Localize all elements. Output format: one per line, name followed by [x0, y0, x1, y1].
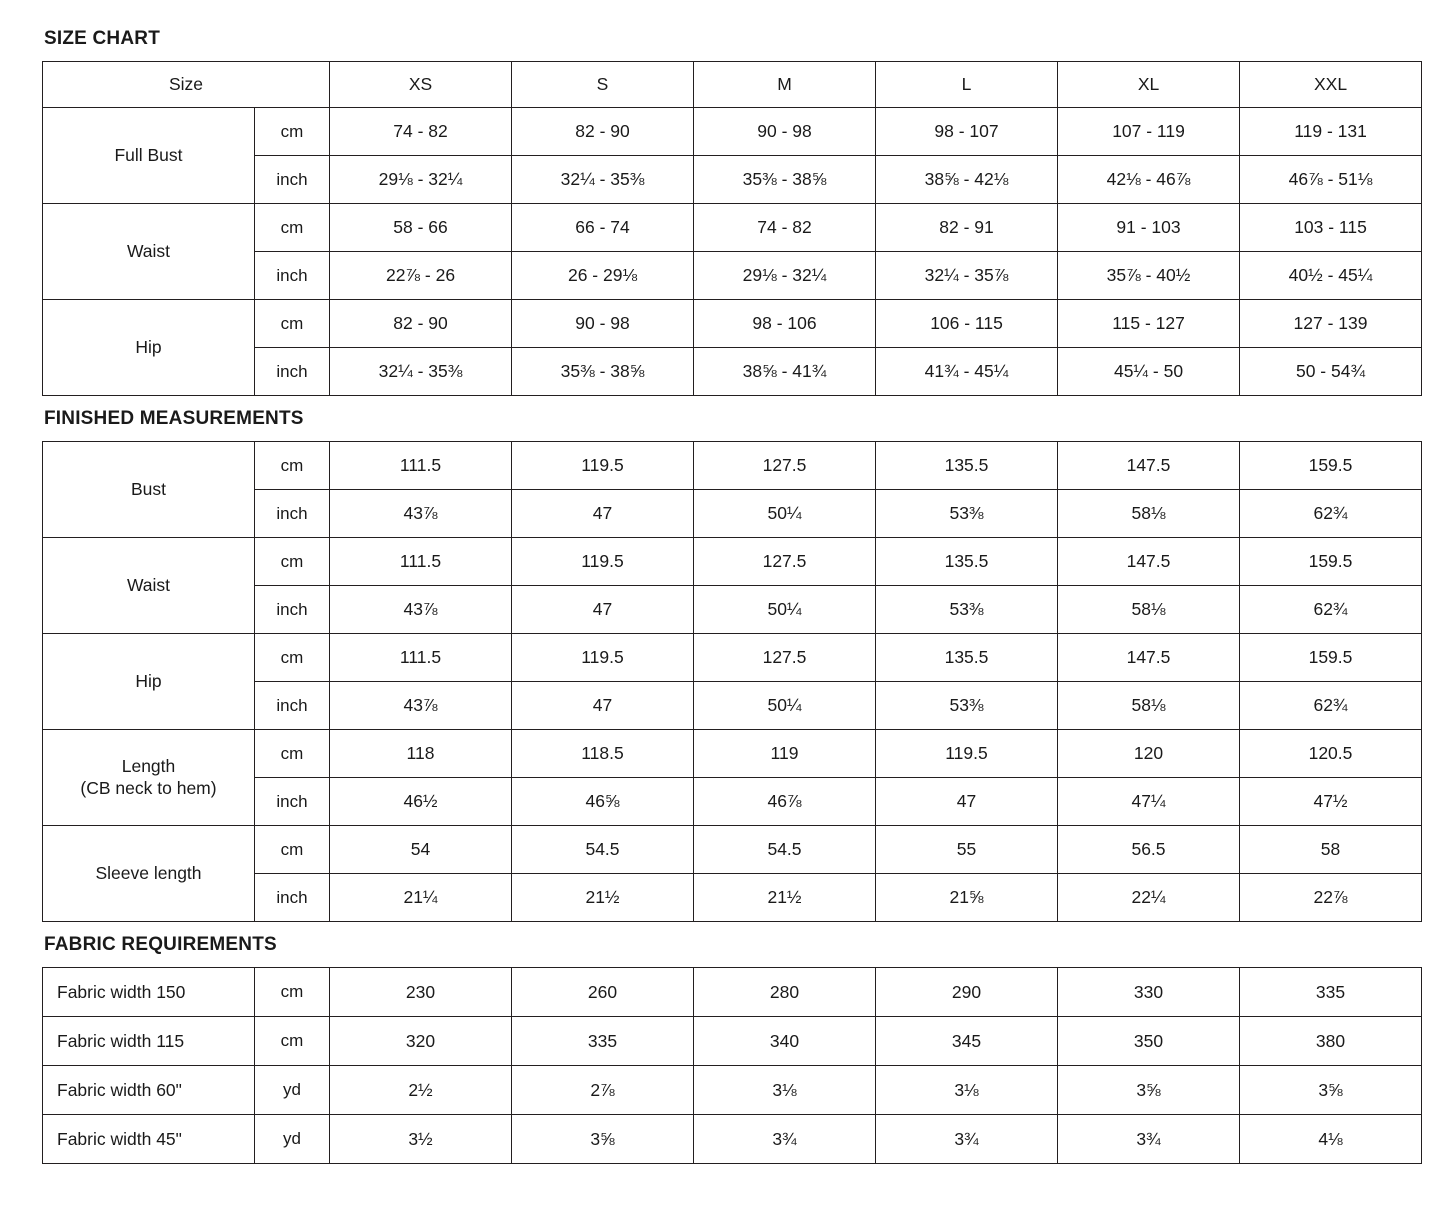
cell-value: 340 [694, 1017, 876, 1066]
cell-value: 21½ [694, 874, 876, 922]
table-row [43, 538, 1422, 586]
cell-value: 32¼ - 35⅜ [512, 156, 694, 204]
cell-value: 29⅛ - 32¼ [330, 156, 512, 204]
cell-value: 119 - 131 [1240, 108, 1422, 156]
cell-value: 345 [876, 1017, 1058, 1066]
cell-value: 35⅜ - 38⅝ [694, 156, 876, 204]
cell-value: 330 [1058, 968, 1240, 1017]
row-label-fabric-width-60: Fabric width 60" [43, 1066, 255, 1115]
cell-value: 35⅜ - 38⅝ [512, 348, 694, 396]
cell-value: 82 - 90 [512, 108, 694, 156]
table-row [43, 968, 1422, 1017]
row-unit: cm [255, 300, 330, 348]
cell-value: 26 - 29⅛ [512, 252, 694, 300]
row-unit: cm [255, 634, 330, 682]
cell-value: 2½ [330, 1066, 512, 1115]
cell-value: 3⅝ [1058, 1066, 1240, 1115]
cell-value: 2⅞ [512, 1066, 694, 1115]
cell-value: 58⅛ [1058, 682, 1240, 730]
cell-value: 119.5 [512, 442, 694, 490]
cell-value: 90 - 98 [512, 300, 694, 348]
cell-value: 230 [330, 968, 512, 1017]
cell-value: 47 [512, 682, 694, 730]
row-label-hip: Hip [43, 634, 255, 730]
cell-value: 22⅞ [1240, 874, 1422, 922]
cell-value: 47 [512, 586, 694, 634]
cell-value: 290 [876, 968, 1058, 1017]
row-unit: cm [255, 108, 330, 156]
row-label-sleeve-length: Sleeve length [43, 826, 255, 922]
size-chart-table [42, 61, 1422, 396]
table-row [43, 1066, 1422, 1115]
cell-value: 54.5 [694, 826, 876, 874]
column-header-xs: XS [330, 62, 512, 108]
cell-value: 98 - 106 [694, 300, 876, 348]
row-unit: inch [255, 682, 330, 730]
cell-value: 74 - 82 [694, 204, 876, 252]
row-unit: cm [255, 442, 330, 490]
table-header-row [43, 62, 1422, 108]
table-row [43, 204, 1422, 252]
cell-value: 115 - 127 [1058, 300, 1240, 348]
cell-value: 21¼ [330, 874, 512, 922]
row-unit: yd [255, 1066, 330, 1115]
cell-value: 53⅜ [876, 490, 1058, 538]
cell-value: 111.5 [330, 538, 512, 586]
cell-value: 335 [512, 1017, 694, 1066]
cell-value: 50¼ [694, 682, 876, 730]
row-label-full-bust: Full Bust [43, 108, 255, 204]
column-header-size: Size [43, 62, 330, 108]
row-label-hip: Hip [43, 300, 255, 396]
cell-value: 58 [1240, 826, 1422, 874]
row-unit: inch [255, 252, 330, 300]
cell-value: 320 [330, 1017, 512, 1066]
cell-value: 62¾ [1240, 490, 1422, 538]
cell-value: 40½ - 45¼ [1240, 252, 1422, 300]
cell-value: 107 - 119 [1058, 108, 1240, 156]
cell-value: 22¼ [1058, 874, 1240, 922]
cell-value: 47 [512, 490, 694, 538]
cell-value: 3⅛ [694, 1066, 876, 1115]
cell-value: 91 - 103 [1058, 204, 1240, 252]
cell-value: 43⅞ [330, 490, 512, 538]
cell-value: 260 [512, 968, 694, 1017]
cell-value: 74 - 82 [330, 108, 512, 156]
table-row [43, 1017, 1422, 1066]
cell-value: 50¼ [694, 586, 876, 634]
row-label-length-line2: (CB neck to hem) [80, 777, 217, 798]
cell-value: 54 [330, 826, 512, 874]
cell-value: 159.5 [1240, 538, 1422, 586]
cell-value: 120 [1058, 730, 1240, 778]
cell-value: 120.5 [1240, 730, 1422, 778]
fabric-requirements-table [42, 967, 1422, 1164]
cell-value: 22⅞ - 26 [330, 252, 512, 300]
finished-measurements-title: FINISHED MEASUREMENTS [44, 408, 304, 429]
cell-value: 32¼ - 35⅞ [876, 252, 1058, 300]
cell-value: 135.5 [876, 442, 1058, 490]
cell-value: 47 [876, 778, 1058, 826]
cell-value: 58 - 66 [330, 204, 512, 252]
row-unit: yd [255, 1115, 330, 1164]
cell-value: 58⅛ [1058, 586, 1240, 634]
cell-value: 82 - 91 [876, 204, 1058, 252]
cell-value: 46⅝ [512, 778, 694, 826]
row-unit: inch [255, 778, 330, 826]
cell-value: 380 [1240, 1017, 1422, 1066]
cell-value: 135.5 [876, 538, 1058, 586]
cell-value: 55 [876, 826, 1058, 874]
cell-value: 38⅝ - 41¾ [694, 348, 876, 396]
row-unit: cm [255, 730, 330, 778]
cell-value: 111.5 [330, 442, 512, 490]
table-row [43, 108, 1422, 156]
cell-value: 90 - 98 [694, 108, 876, 156]
column-header-m: M [694, 62, 876, 108]
cell-value: 119.5 [512, 538, 694, 586]
cell-value: 53⅜ [876, 586, 1058, 634]
row-unit: inch [255, 156, 330, 204]
cell-value: 280 [694, 968, 876, 1017]
cell-value: 119 [694, 730, 876, 778]
cell-value: 159.5 [1240, 442, 1422, 490]
cell-value: 118.5 [512, 730, 694, 778]
cell-value: 3⅝ [512, 1115, 694, 1164]
cell-value: 56.5 [1058, 826, 1240, 874]
cell-value: 127.5 [694, 538, 876, 586]
column-header-l: L [876, 62, 1058, 108]
row-unit: inch [255, 348, 330, 396]
cell-value: 127 - 139 [1240, 300, 1422, 348]
column-header-s: S [512, 62, 694, 108]
row-unit: cm [255, 826, 330, 874]
row-unit: cm [255, 538, 330, 586]
cell-value: 42⅛ - 46⅞ [1058, 156, 1240, 204]
cell-value: 32¼ - 35⅜ [330, 348, 512, 396]
cell-value: 3⅛ [876, 1066, 1058, 1115]
cell-value: 47½ [1240, 778, 1422, 826]
cell-value: 47¼ [1058, 778, 1240, 826]
row-label-fabric-width-45: Fabric width 45" [43, 1115, 255, 1164]
finished-measurements-table [42, 441, 1422, 922]
cell-value: 54.5 [512, 826, 694, 874]
cell-value: 35⅞ - 40½ [1058, 252, 1240, 300]
row-label-fabric-width-150: Fabric width 150 [43, 968, 255, 1017]
cell-value: 119.5 [876, 730, 1058, 778]
column-header-xxl: XXL [1240, 62, 1422, 108]
cell-value: 103 - 115 [1240, 204, 1422, 252]
cell-value: 62¾ [1240, 586, 1422, 634]
cell-value: 50¼ [694, 490, 876, 538]
table-row [43, 634, 1422, 682]
cell-value: 127.5 [694, 634, 876, 682]
cell-value: 46⅞ [694, 778, 876, 826]
cell-value: 119.5 [512, 634, 694, 682]
cell-value: 38⅝ - 42⅛ [876, 156, 1058, 204]
cell-value: 53⅜ [876, 682, 1058, 730]
cell-value: 147.5 [1058, 538, 1240, 586]
cell-value: 46⅞ - 51⅛ [1240, 156, 1422, 204]
cell-value: 21⅝ [876, 874, 1058, 922]
cell-value: 43⅞ [330, 682, 512, 730]
cell-value: 3⅝ [1240, 1066, 1422, 1115]
row-unit: inch [255, 874, 330, 922]
cell-value: 4⅛ [1240, 1115, 1422, 1164]
cell-value: 3¾ [876, 1115, 1058, 1164]
row-label-bust: Bust [43, 442, 255, 538]
cell-value: 111.5 [330, 634, 512, 682]
cell-value: 82 - 90 [330, 300, 512, 348]
cell-value: 135.5 [876, 634, 1058, 682]
table-row [43, 442, 1422, 490]
cell-value: 118 [330, 730, 512, 778]
row-label-fabric-width-115: Fabric width 115 [43, 1017, 255, 1066]
row-label-length-line1: Length [121, 755, 176, 776]
column-header-xl: XL [1058, 62, 1240, 108]
row-unit: inch [255, 490, 330, 538]
cell-value: 58⅛ [1058, 490, 1240, 538]
row-unit: cm [255, 1017, 330, 1066]
cell-value: 147.5 [1058, 442, 1240, 490]
cell-value: 127.5 [694, 442, 876, 490]
cell-value: 3¾ [1058, 1115, 1240, 1164]
table-row [43, 1115, 1422, 1164]
cell-value: 98 - 107 [876, 108, 1058, 156]
row-label-waist: Waist [43, 538, 255, 634]
row-unit: cm [255, 968, 330, 1017]
cell-value: 159.5 [1240, 634, 1422, 682]
row-unit: cm [255, 204, 330, 252]
cell-value: 46½ [330, 778, 512, 826]
cell-value: 335 [1240, 968, 1422, 1017]
cell-value: 3¾ [694, 1115, 876, 1164]
cell-value: 66 - 74 [512, 204, 694, 252]
cell-value: 41¾ - 45¼ [876, 348, 1058, 396]
cell-value: 50 - 54¾ [1240, 348, 1422, 396]
cell-value: 45¼ - 50 [1058, 348, 1240, 396]
size-chart-title: SIZE CHART [44, 28, 160, 49]
cell-value: 62¾ [1240, 682, 1422, 730]
fabric-requirements-title: FABRIC REQUIREMENTS [44, 934, 277, 955]
row-unit: inch [255, 586, 330, 634]
row-label-length [43, 730, 255, 826]
cell-value: 29⅛ - 32¼ [694, 252, 876, 300]
cell-value: 21½ [512, 874, 694, 922]
cell-value: 3½ [330, 1115, 512, 1164]
table-row [43, 730, 1422, 778]
cell-value: 43⅞ [330, 586, 512, 634]
cell-value: 147.5 [1058, 634, 1240, 682]
cell-value: 350 [1058, 1017, 1240, 1066]
row-label-waist: Waist [43, 204, 255, 300]
cell-value: 106 - 115 [876, 300, 1058, 348]
table-row [43, 300, 1422, 348]
table-row [43, 826, 1422, 874]
